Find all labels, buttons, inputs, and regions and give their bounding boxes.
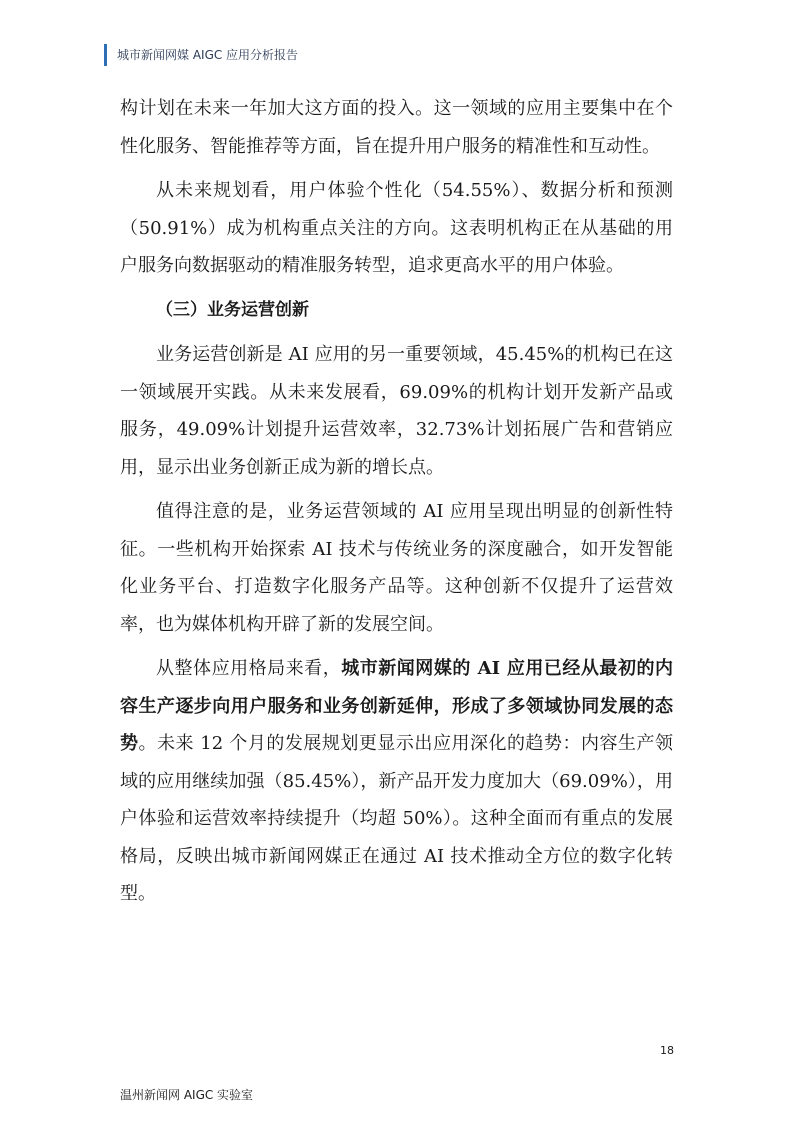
paragraph-business-innovation: 业务运营创新是 AI 应用的另一重要领域，45.45%的机构已在这一领域展开实践。从未来发展看，69.09%的机构计划开发新产品或服务，49.09%计划提升运营效率，32.73%计划拓展广告和营销应用，显示出业务创新正成为新的增长点。 bbox=[120, 344, 673, 478]
paragraph-continuation: 构计划在未来一年加大这方面的投入。这一领域的应用主要集中在个性化服务、智能推荐等方面，旨在提升用户服务的精准性和互动性。 bbox=[120, 98, 673, 157]
paragraph-future-planning: 从未来规划看，用户体验个性化（54.55%）、数据分析和预测（50.91%）成为机构重点关注的方向。这表明机构正在从基础的用户服务向数据驱动的精准服务转型，追求更高水平的用户体验。 bbox=[120, 180, 673, 276]
section-heading: （三）业务运营创新 bbox=[156, 299, 309, 320]
page-number: 18 bbox=[660, 1044, 674, 1057]
document-body bbox=[120, 90, 673, 920]
paragraph-rest-text: 。未来 12 个月的发展规划更显示出应用深化的趋势：内容生产领域的应用继续加强（85.45%），新产品开发力度加大（69.09%），用户体验和运营效率持续提升（均超 50%）。这种全面而有重点的发展格局，反映出城市新闻网媒正在通过 AI 技术推动全方位的数字化转型。 bbox=[120, 733, 673, 904]
running-header: 城市新闻网媒 AIGC 应用分析报告 bbox=[104, 44, 298, 66]
footer-org: 温州新闻网 AIGC 实验室 bbox=[120, 1088, 254, 1102]
paragraph-overall-pattern bbox=[120, 650, 673, 913]
paragraph-innovation-features: 值得注意的是，业务运营领域的 AI 应用呈现出明显的创新性特征。一些机构开始探索 AI 技术与传统业务的深度融合，如开发智能化业务平台、打造数字化服务产品等。这种创新不仅提升了运营效率，也为媒体机构开辟了新的发展空间。 bbox=[120, 501, 673, 635]
paragraph-bold-text: 城市新闻网媒的 AI 应用已经从最初的内容生产逐步向用户服务和业务创新延伸，形成了多领域协同发展的态势 bbox=[120, 658, 674, 754]
paragraph-lead-text: 从整体应用格局来看， bbox=[156, 658, 342, 679]
